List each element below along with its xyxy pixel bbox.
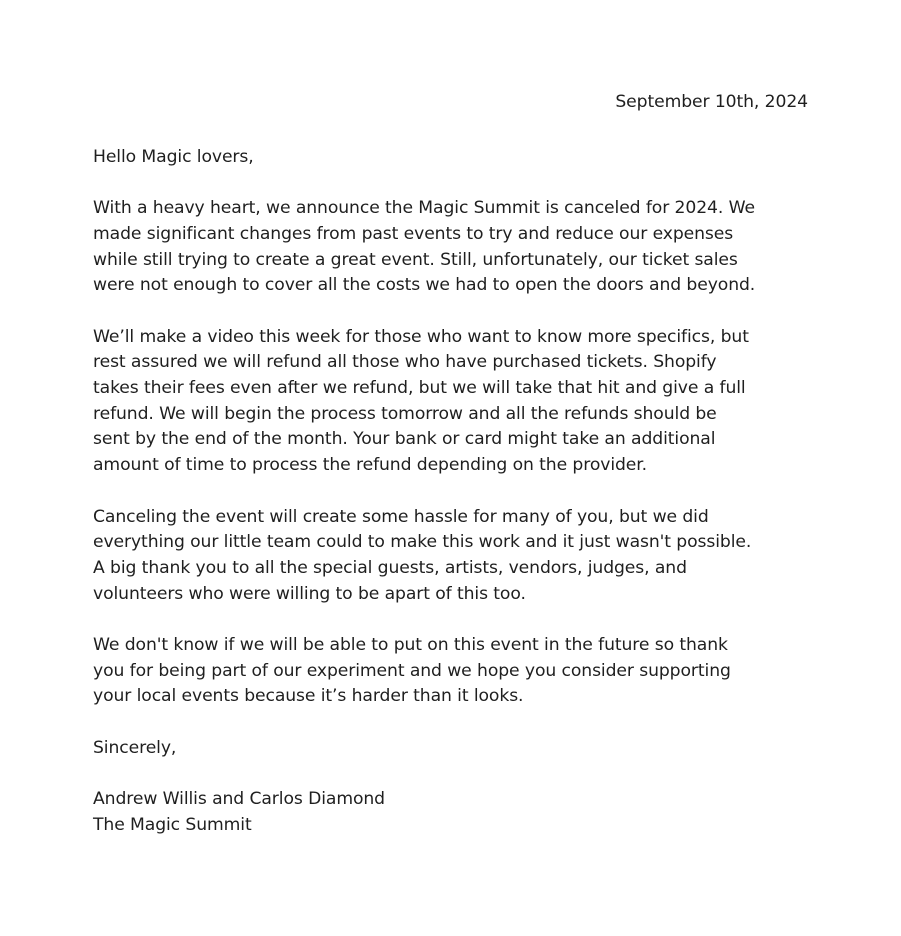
paragraph-line: rest assured we will refund all those who have purchased tickets. Shopify <box>93 352 717 373</box>
letter-body <box>93 90 853 839</box>
paragraph-line: were not enough to cover all the costs we had to open the doors and beyond. <box>93 275 756 296</box>
paragraph-line: With a heavy heart, we announce the Magic Summit is canceled for 2024. We <box>93 198 755 219</box>
paragraph-line: takes their fees even after we refund, but we will take that hit and give a full <box>93 378 746 398</box>
letter-date: September 10th, 2024 <box>615 92 808 112</box>
paragraph-line: We don't know if we will be able to put on this event in the future so thank <box>93 635 728 655</box>
closing: Sincerely, <box>93 737 177 758</box>
paragraph-line: everything our little team could to make this work and it just wasn't possible. <box>93 532 752 553</box>
signature-organization: The Magic Summit <box>93 814 252 835</box>
paragraph-3 <box>93 505 853 608</box>
paragraph-line: volunteers who were willing to be apart of this too. <box>93 583 526 604</box>
paragraph-line: Canceling the event will create some hassle for many of you, but we did <box>93 506 709 527</box>
signature-block <box>93 787 853 838</box>
paragraph-line: We’ll make a video this week for those who want to know more specifics, but <box>93 326 749 347</box>
paragraph-line: sent by the end of the month. Your bank or card might take an additional <box>93 429 716 450</box>
paragraph-line: amount of time to process the refund depending on the provider. <box>93 455 648 476</box>
greeting: Hello Magic lovers, <box>93 146 254 167</box>
paragraph-2 <box>93 325 853 479</box>
paragraph-line: you for being part of our experiment and we hope you consider supporting <box>93 660 731 681</box>
paragraph-line: while still trying to create a great event. Still, unfortunately, our ticket sales <box>93 249 738 270</box>
paragraph-line: made significant changes from past events to try and reduce our expenses <box>93 223 734 244</box>
paragraph-4 <box>93 633 853 710</box>
paragraph-line: A big thank you to all the special guests, artists, vendors, judges, and <box>93 557 687 578</box>
signature-names: Andrew Willis and Carlos Diamond <box>93 789 385 810</box>
paragraph-1 <box>93 196 853 299</box>
paragraph-line: refund. We will begin the process tomorrow and all the refunds should be <box>93 403 717 424</box>
paragraph-line: your local events because it’s harder than it looks. <box>93 686 524 707</box>
